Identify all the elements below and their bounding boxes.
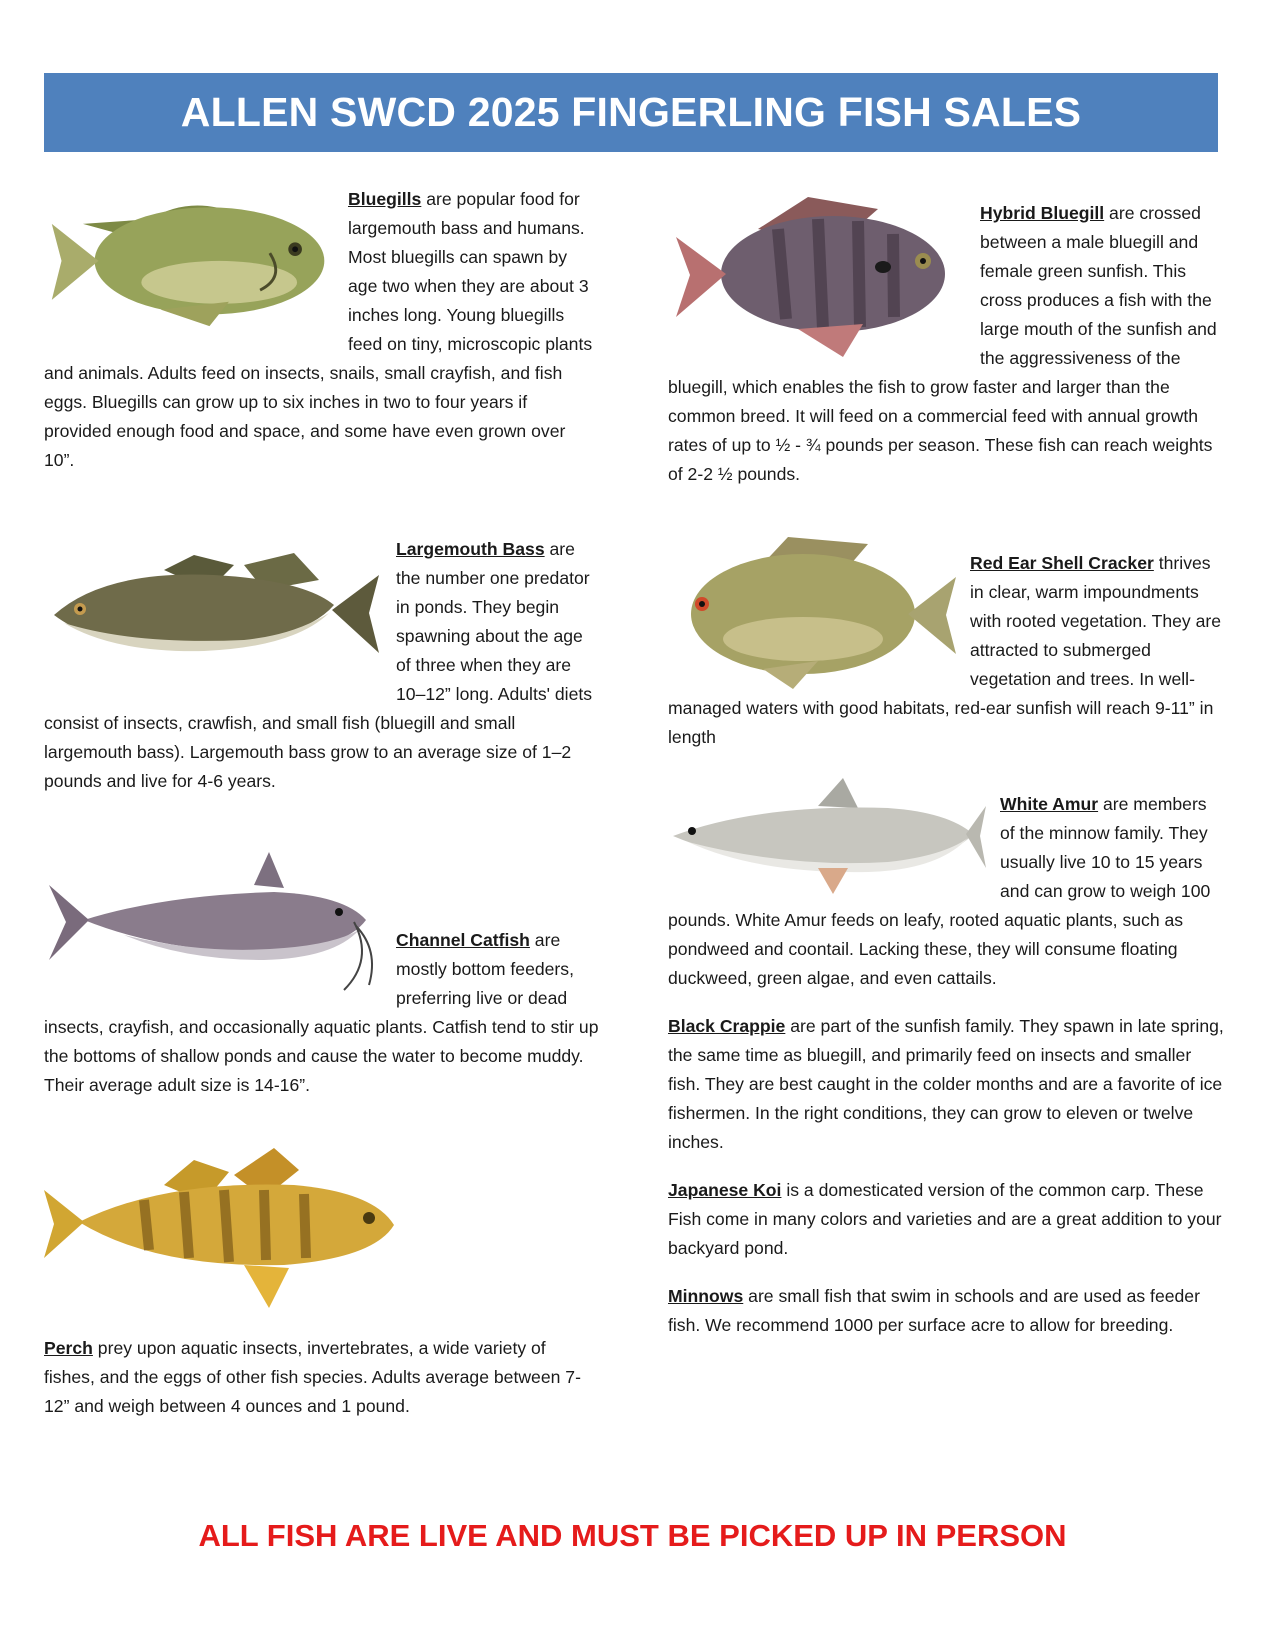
channel-catfish-image <box>44 840 384 1000</box>
white-amur-text: are members of the minnow family. They usually live 10 to 15 years and can grow to weigh 100 pounds. White Amur feeds on leafy, rooted aquatic plants, such as pondweed and coontail. Lacking these, they will consume floating duckweed, green algae, and even cattails. <box>668 794 1211 988</box>
japanese-koi-entry <box>668 1176 1224 1263</box>
perch-image <box>44 1140 404 1310</box>
page-title: ALLEN SWCD 2025 FINGERLING FISH SALES <box>180 89 1082 135</box>
minnows-name: Minnows <box>668 1286 744 1306</box>
largemouth-bass-entry <box>44 535 599 796</box>
minnows-text: are small fish that swim in schools and are used as feeder fish. We recommend 1000 per surface acre to allow for breeding. <box>668 1286 1200 1335</box>
left-column <box>44 185 599 1421</box>
hybrid-bluegill-name: Hybrid Bluegill <box>980 203 1105 223</box>
red-ear-text: thrives in clear, warm impoundments with rooted vegetation. They are attracted to submerged vegetation and trees. In well-managed waters with good habitats, red-ear sunfish will reach 9-11” in length <box>668 553 1222 747</box>
red-ear-name: Red Ear Shell Cracker <box>970 553 1154 573</box>
page-title-banner <box>44 73 1218 152</box>
pickup-notice: ALL FISH ARE LIVE AND MUST BE PICKED UP IN PERSON <box>198 1518 1067 1553</box>
white-amur-entry <box>668 790 1224 993</box>
hybrid-bluegill-text: are crossed between a male bluegill and female green sunfish. This cross produces a fish with the large mouth of the sunfish and the aggressiveness of the bluegill, which enables the fish to grow faster and larger than the common breed. It will feed on a commercial feed with annual growth rates of up to ½ - ¾ pounds per season. These fish can reach weights of 2-2 ½ pounds. <box>668 203 1217 484</box>
red-ear-image <box>668 529 958 689</box>
right-column <box>668 185 1224 1340</box>
black-crappie-text: are part of the sunfish family. They spawn in late spring, the same time as bluegill, and primarily feed on insects and smaller fish. They are best caught in the colder months and are a favorite of ice fishermen. In the right conditions, they can grow to eleven or twelve inches. <box>668 1016 1224 1152</box>
black-crappie-name: Black Crappie <box>668 1016 786 1036</box>
white-amur-name: White Amur <box>1000 794 1099 814</box>
bluegill-name: Bluegills <box>348 189 422 209</box>
perch-text: prey upon aquatic insects, invertebrates, a wide variety of fishes, and the eggs of other fish species. Adults average between 7-12” and weigh between 4 ounces and 1 pound. <box>44 1338 581 1416</box>
largemouth-bass-name: Largemouth Bass <box>396 539 545 559</box>
japanese-koi-name: Japanese Koi <box>668 1180 782 1200</box>
channel-catfish-name: Channel Catfish <box>396 930 530 950</box>
white-amur-image <box>668 776 988 896</box>
channel-catfish-entry <box>44 844 599 1100</box>
bluegill-entry <box>44 185 599 475</box>
largemouth-bass-text: are the number one predator in ponds. They begin spawning about the age of three when they are 10–12” long. Adults' diets consist of insects, crawfish, and small fish (bluegill and small largemouth bass). Largemouth bass grow to an average size of 1–2 pounds and live for 4-6 years. <box>44 539 593 791</box>
perch-entry <box>44 1140 599 1421</box>
perch-name: Perch <box>44 1338 93 1358</box>
bluegill-image <box>44 183 336 333</box>
bluegill-text: are popular food for largemouth bass and humans. Most bluegills can spawn by age two when they are about 3 inches long. Young bluegills feed on tiny, microscopic plants and animals. Adults feed on insects, snails, small crayfish, and fish eggs. Bluegills can grow up to six inches in two to four years if provided enough food and space, and some have even grown over 10”. <box>44 189 593 470</box>
channel-catfish-text: are mostly bottom feeders, preferring live or dead insects, crayfish, and occasionally aquatic plants. Catfish tend to stir up the bottoms of shallow ponds and cause the water to become muddy. Their average adult size is 14-16”. <box>44 930 599 1095</box>
hybrid-bluegill-image <box>668 189 968 359</box>
black-crappie-entry <box>668 1012 1224 1157</box>
minnows-entry <box>668 1282 1224 1340</box>
japanese-koi-text: is a domesticated version of the common carp. These Fish come in many colors and varieties and are a great addition to your backyard pond. <box>668 1180 1222 1258</box>
largemouth-bass-image <box>44 535 384 685</box>
hybrid-bluegill-entry <box>668 199 1224 489</box>
red-ear-entry <box>668 549 1224 752</box>
